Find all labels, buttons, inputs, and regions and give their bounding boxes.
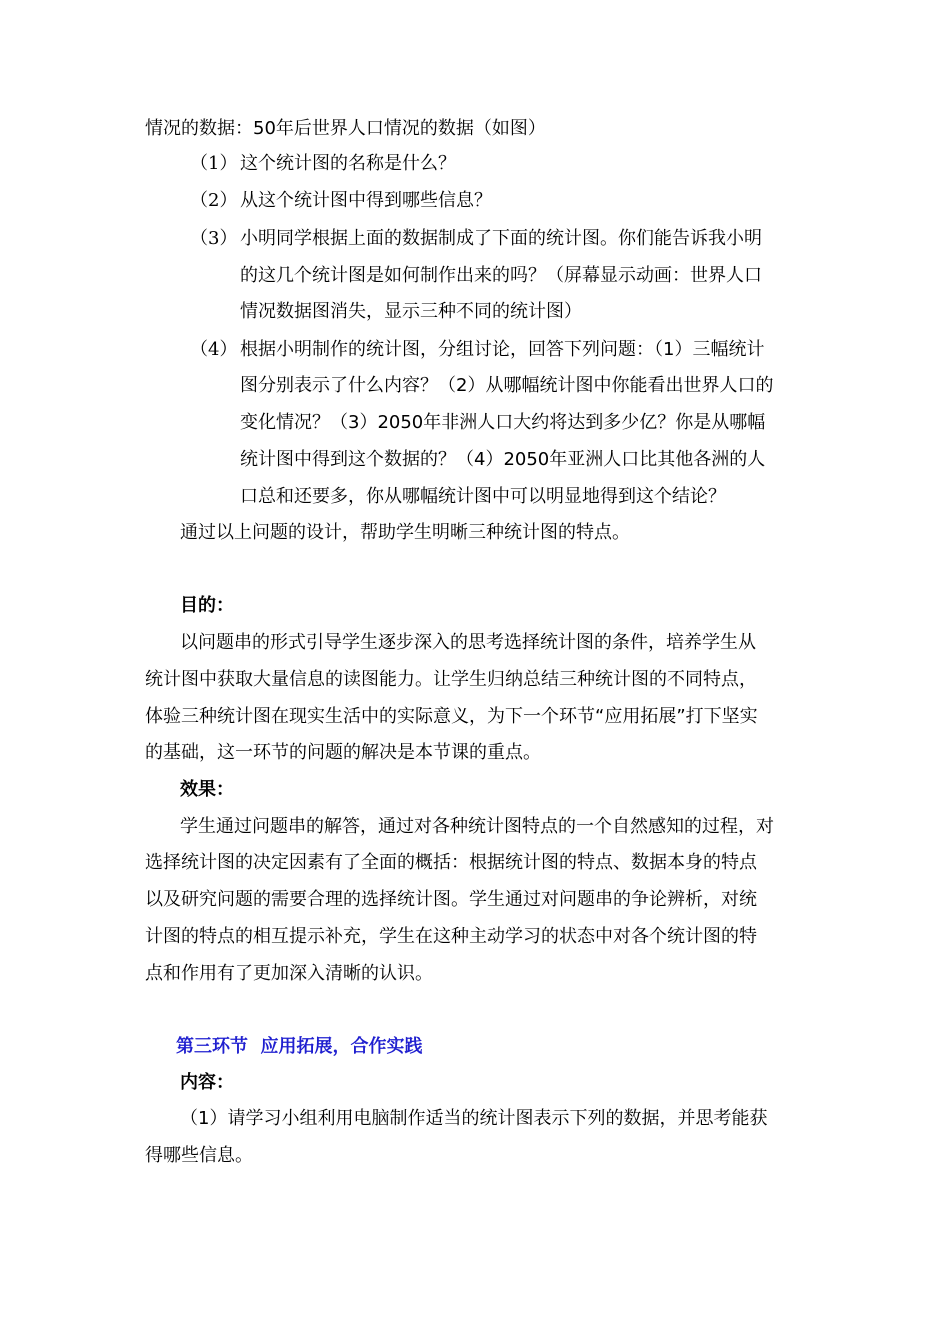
effect-line: 学生通过问题串的解答，通过对各种统计图特点的一个自然感知的过程，对: [180, 816, 774, 837]
content-heading: 内容：: [180, 1072, 234, 1093]
question-text: 从这个统计图中得到哪些信息？: [240, 190, 492, 211]
purpose-line: 统计图中获取大量信息的读图能力。让学生归纳总结三种统计图的不同特点，: [145, 669, 757, 690]
section-title: 第三环节 应用拓展，合作实践: [176, 1036, 423, 1057]
effect-line: 选择统计图的决定因素有了全面的概括：根据统计图的特点、数据本身的特点: [145, 852, 757, 873]
question-text: 根据小明制作的统计图，分组讨论，回答下列问题：（1）三幅统计: [240, 339, 765, 360]
question-text: 这个统计图的名称是什么？: [240, 153, 456, 174]
effect-line: 以及研究问题的需要合理的选择统计图。学生通过对问题串的争论辨析，对统: [145, 889, 757, 910]
question-text: 图分别表示了什么内容？（2）从哪幅统计图中你能看出世界人口的: [240, 375, 774, 396]
question-number: （1）: [190, 153, 238, 174]
intro-line: 情况的数据：50年后世界人口情况的数据（如图）: [145, 118, 546, 139]
question-text: 情况数据图消失，显示三种不同的统计图）: [240, 301, 582, 322]
purpose-heading: 目的：: [180, 595, 234, 616]
question-number: （4）: [190, 339, 238, 360]
question-text: 的这几个统计图是如何制作出来的吗？（屏幕显示动画：世界人口: [240, 265, 762, 286]
summary-line: 通过以上问题的设计，帮助学生明晰三种统计图的特点。: [180, 522, 630, 543]
question-text: 变化情况？（3）2050年非洲人口大约将达到多少亿？你是从哪幅: [240, 412, 766, 433]
question-number: （3）: [190, 228, 238, 249]
question-text: 口总和还要多，你从哪幅统计图中可以明显地得到这个结论？: [240, 486, 726, 507]
question-text: 统计图中得到这个数据的？（4）2050年亚洲人口比其他各洲的人: [240, 449, 766, 470]
purpose-line: 的基础，这一环节的问题的解决是本节课的重点。: [145, 742, 541, 763]
effect-heading: 效果：: [180, 779, 234, 800]
effect-line: 点和作用有了更加深入清晰的认识。: [145, 963, 433, 984]
content-line: （1）请学习小组利用电脑制作适当的统计图表示下列的数据，并思考能获: [180, 1108, 768, 1129]
effect-line: 计图的特点的相互提示补充，学生在这种主动学习的状态中对各个统计图的特: [145, 926, 757, 947]
purpose-line: 体验三种统计图在现实生活中的实际意义，为下一个环节“应用拓展”打下坚实: [145, 706, 758, 727]
question-text: 小明同学根据上面的数据制成了下面的统计图。你们能告诉我小明: [240, 228, 762, 249]
content-line: 得哪些信息。: [145, 1145, 253, 1166]
question-number: （2）: [190, 190, 238, 211]
purpose-line: 以问题串的形式引导学生逐步深入的思考选择统计图的条件，培养学生从: [180, 632, 756, 653]
